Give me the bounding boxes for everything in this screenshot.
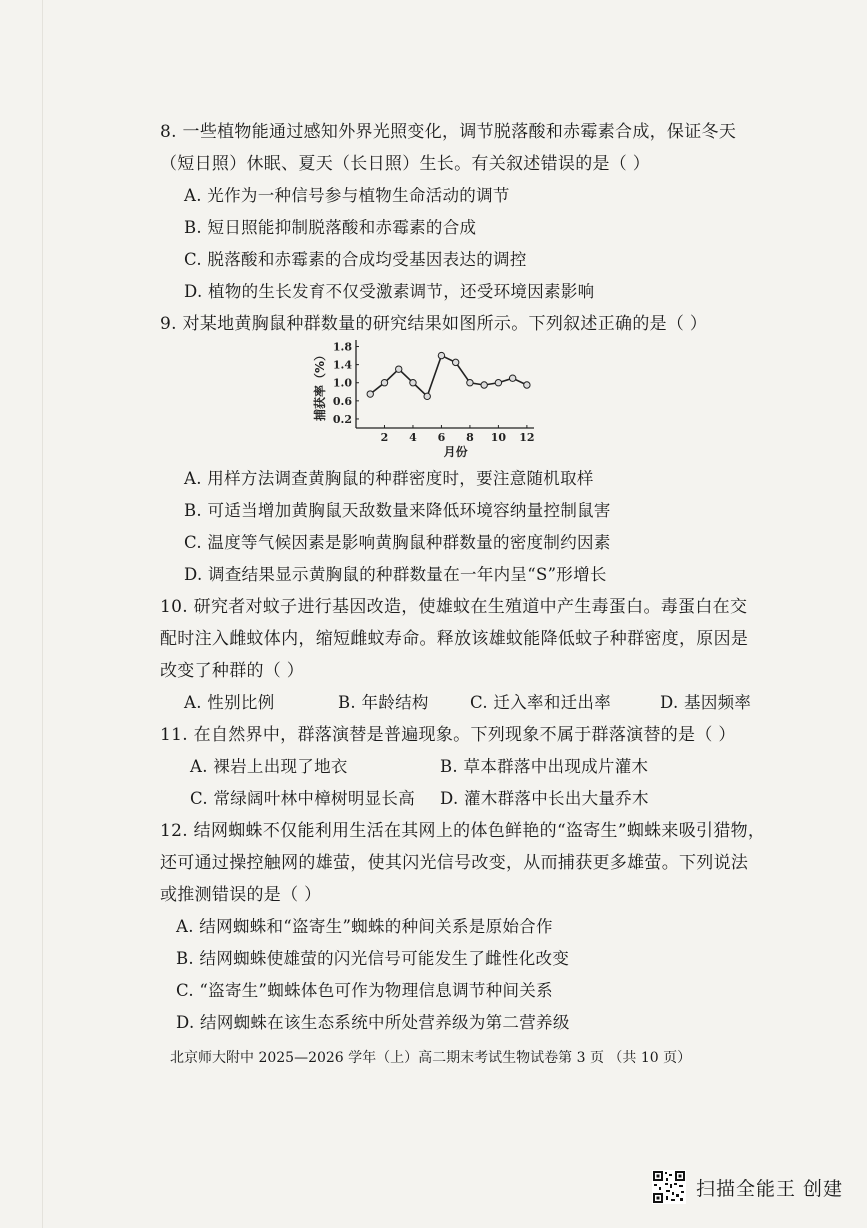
- q11-option-d: D. 灌木群落中长出大量乔木: [440, 789, 649, 808]
- q10-option-b: B. 年龄结构: [338, 693, 429, 712]
- q9-option-c: C. 温度等气候因素是影响黄胸鼠种群数量的密度制约因素: [184, 533, 611, 552]
- chart-data-point: [467, 380, 473, 386]
- qr-code-icon: [652, 1170, 686, 1204]
- q8-option-b: B. 短日照能抑制脱落酸和赤霉素的合成: [184, 218, 477, 237]
- q11-option-b: B. 草本群落中出现成片灌木: [440, 757, 649, 776]
- q8-option-c: C. 脱落酸和赤霉素的合成均受基因表达的调控: [184, 250, 527, 269]
- q12-option-a: A. 结网蜘蛛和“盗寄生”蜘蛛的种间关系是原始合作: [176, 917, 553, 936]
- q12-option-b: B. 结网蜘蛛使雄萤的闪光信号可能发生了雌性化改变: [176, 949, 570, 968]
- page-margin-line: [42, 0, 43, 1228]
- page-footer: 北京师大附中 2025—2026 学年（上）高二期末考试生物试卷第 3 页 （共 10 页）: [170, 1050, 692, 1066]
- q10-stem-line2: 配时注入雌蚊体内，缩短雌蚊寿命。释放该雄蚊能降低蚊子种群密度，原因是: [160, 629, 749, 649]
- chart-data-point: [509, 375, 515, 381]
- chart-x-axis-label: 月份: [443, 445, 468, 459]
- chart-x-tick-label: 12: [519, 431, 535, 444]
- chart-data-point: [410, 380, 416, 386]
- chart-data-point: [381, 380, 387, 386]
- chart-y-tick-label: 0.2: [332, 412, 352, 426]
- chart-x-tick-label: 8: [466, 431, 474, 444]
- chart-data-point: [396, 366, 402, 372]
- chart-x-tick-label: 10: [490, 431, 507, 444]
- chart-x-tick-label: 6: [437, 431, 446, 444]
- chart-data-point: [524, 382, 530, 388]
- q9-option-d: D. 调查结果显示黄胸鼠的种群数量在一年内呈“S”形增长: [184, 565, 607, 584]
- chart-data-point: [424, 393, 430, 399]
- chart-x-tick-label: 4: [409, 431, 417, 444]
- q10-option-a: A. 性别比例: [184, 693, 275, 712]
- chart-data-point: [481, 382, 487, 388]
- chart-series-line: [370, 356, 527, 397]
- chart-y-tick-label: 1.0: [332, 376, 352, 390]
- q8-stem-line1: 8. 一些植物能通过感知外界光照变化，调节脱落酸和赤霉素合成，保证冬天: [160, 122, 737, 142]
- q12-stem-line3: 或推测错误的是（ ）: [160, 885, 322, 905]
- q9-option-b: B. 可适当增加黄胸鼠天敌数量来降低环境容纳量控制鼠害: [184, 501, 611, 520]
- q10-stem-line3: 改变了种群的（ ）: [160, 661, 305, 681]
- q8-option-a: A. 光作为一种信号参与植物生命活动的调节: [184, 186, 510, 205]
- scanner-watermark: [652, 1170, 843, 1204]
- q10-option-d: D. 基因频率: [660, 693, 752, 712]
- q12-option-d: D. 结网蜘蛛在该生态系统中所处营养级为第二营养级: [176, 1013, 570, 1032]
- q11-stem: 11. 在自然界中，群落演替是普遍现象。下列现象不属于群落演替的是（ ）: [160, 725, 736, 745]
- chart-y-tick-label: 0.6: [332, 394, 352, 408]
- q11-option-c: C. 常绿阔叶林中樟树明显长高: [190, 789, 416, 808]
- chart-y-tick-label: 1.4: [332, 358, 352, 372]
- q11-option-a: A. 裸岩上出现了地衣: [190, 757, 348, 776]
- q10-stem-line1: 10. 研究者对蚊子进行基因改造，使雄蚊在生殖道中产生毒蛋白。毒蛋白在交: [160, 597, 748, 617]
- scanner-label: 扫描全能王 创建: [696, 1177, 844, 1200]
- q9-option-a: A. 用样方法调查黄胸鼠的种群密度时，要注意随机取样: [184, 469, 594, 488]
- chart-y-tick-label: 1.8: [332, 340, 352, 354]
- chart-x-tick-label: 2: [380, 431, 389, 444]
- q8-option-d: D. 植物的生长发育不仅受激素调节，还受环境因素影响: [184, 282, 595, 301]
- q10-option-c: C. 迁入率和迁出率: [470, 693, 612, 712]
- chart-data-point: [367, 391, 373, 397]
- chart-data-point: [438, 352, 444, 358]
- q12-stem-line2: 还可通过操控触网的雄萤，使其闪光信号改变，从而捕获更多雄萤。下列说法: [160, 853, 749, 873]
- q12-stem-line1: 12. 结网蜘蛛不仅能利用生活在其网上的体色鲜艳的“盗寄生”蜘蛛来吸引猎物，: [160, 821, 766, 841]
- chart-data-point: [452, 359, 458, 365]
- chart-data-point: [495, 380, 501, 386]
- chart-y-axis-label: 捕获率（%）: [313, 348, 327, 422]
- q12-option-c: C. “盗寄生”蜘蛛体色可作为物理信息调节种间关系: [176, 981, 553, 1000]
- capture-rate-chart: [312, 336, 542, 460]
- q9-stem: 9. 对某地黄胸鼠种群数量的研究结果如图所示。下列叙述正确的是（ ）: [160, 314, 708, 334]
- q8-stem-line2: （短日照）休眠、夏天（长日照）生长。有关叙述错误的是（ ）: [160, 154, 651, 174]
